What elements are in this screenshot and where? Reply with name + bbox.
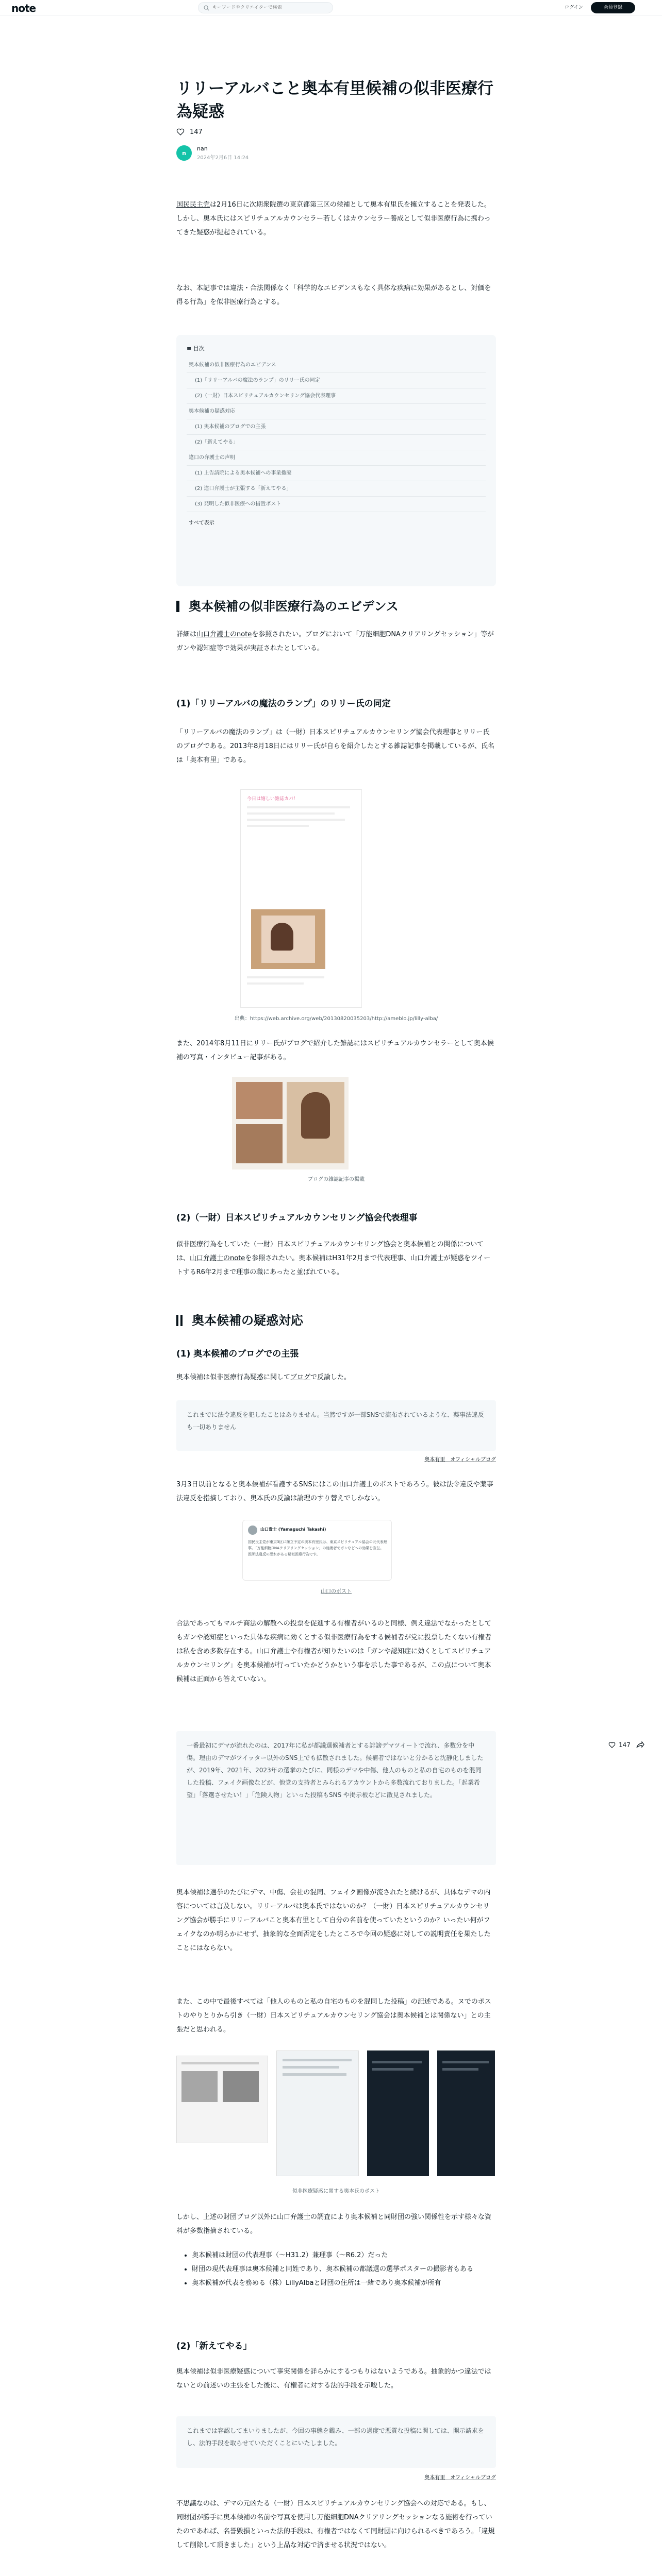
post-avatar (248, 1526, 257, 1535)
party-link[interactable]: 国民民主党 (176, 201, 210, 209)
paragraph: 3月3日以前となると奥本候補が看護するSNSにはこの山口弁護士のポストであろう。彼は法令違反や薬事法違反を指摘しており、奥本氏の反論は論理のすり替えでしかない。 (176, 1481, 493, 1502)
login-button[interactable]: ログイン (565, 5, 583, 10)
blockquote: 一番最初にデマが流れたのは、2017年に私が都議選候補者とする誹謗デマツイートで流れ、多数分を中傷。理由のデマがツイッター以外のSNS上でも拡散されました。候補者ではないと分かると沈静化しましたが、2019年、2021年、2023年の選挙のたびに、同様のデマや中傷、他人のものと私の自宅のものを混同した投稿、フェイク画像などが、他党の支持者とみられるアカウントから多数流れておりました。「起業希望」「落選させたい！」「危険人物」といった投稿もSNS や掲示板などに散見されました。 (176, 1731, 496, 1865)
toc-item[interactable]: (2)（一財）日本スピリチュアルカウンセリング協会代表理事 (187, 388, 486, 404)
bullet-list (185, 2248, 494, 2290)
list-item: • 奥本候補は財団の代表理事（〜H31.2）兼理事（〜R6.2）だった (192, 2248, 494, 2262)
paragraph: また、この中で最後すべては「他人のものと私の自宅のものを混同した投稿」の記述である。ヌでのポストのやりとりから引き（一財）日本スピリチュアルカウンセリング協会は奥本候補とは関係ない」との主張だと思われる。 (176, 1998, 491, 2033)
site-header (0, 0, 662, 15)
toc-item[interactable]: 奥本候補の疑惑対応 (187, 404, 486, 419)
lawyer-note-link[interactable]: 山口弁護士のnote (190, 1255, 245, 1262)
subsection-heading: (1)「リリーアルバの魔法のランプ」のリリー氏の同定 (176, 699, 391, 709)
paragraph: 奥本候補は似非医療行為疑惑に関してブログで反論した。 (176, 1374, 351, 1381)
post-author: 山口貴士 (Yamaguchi Takashi) (260, 1527, 326, 1532)
section-heading: 奥本候補の疑惑対応 (176, 1312, 496, 1329)
intro-paragraph-2: なお、本記事では違法・合法関係なく「科学的なエビデンスもなく具体な疾病に効果があるとし、対価を得る行為」を似非医療行為とする。 (176, 284, 491, 306)
embedded-post[interactable] (242, 1520, 392, 1581)
intro-text-1: は2月16日に次期衆院選の東京都第三区の候補として奥本有里氏を擁立することを発表した。しかし、奥本氏にはスピリチュアルカウンセラー若しくはカウンセラー養成として似非医療行為に携わってきた疑惑が提起されている。 (176, 201, 491, 236)
quote-source-link[interactable]: 奥本有里 オフィシャルブログ (424, 1457, 496, 1463)
blog-link[interactable]: ブログ (290, 1374, 311, 1381)
signup-button[interactable]: 会員登録 (591, 2, 635, 13)
floating-like-count: 147 (619, 1741, 631, 1749)
share-icon[interactable] (636, 1741, 644, 1749)
list-item: • 財団の現代表理事は奥本候補と同姓であり、奥本候補の都議選の選挙ポスターの撮影者もある (192, 2262, 494, 2276)
lawyer-note-link[interactable]: 山口弁護士のnote (196, 631, 252, 638)
toc-item[interactable]: (1)「リリーアルバの魔法のランプ」のリリー氏の同定 (187, 373, 486, 388)
blockquote: これまでは容認してまいりましたが、今回の事態を鑑み、一部の過度で悪質な投稿に関しては、開示請求をし、法的手段を取らせていただくことにいたしました。 (176, 2416, 496, 2468)
like-count: 147 (190, 128, 203, 136)
quote-source-link[interactable]: 奥本有里 オフィシャルブログ (424, 2475, 496, 2481)
section-intro: 詳細は山口弁護士のnoteを参照されたい。ブログにおいて「万能細胞DNAクリアリングセッション」等がガンや認知症等で効果が実証されたとしている。 (176, 631, 494, 652)
heart-icon[interactable] (176, 128, 185, 136)
heart-icon[interactable] (608, 1741, 616, 1749)
blog-screenshot (240, 789, 362, 1008)
paragraph: また、2014年8月11日にリリー氏がブログで紹介した雑誌にはスピリチュアルカウンセラーとして奥本候補の写真・インタビュー記事がある。 (176, 1040, 494, 1061)
section-heading: 奥本候補の似非医療行為のエビデンス (176, 598, 496, 615)
search-icon (204, 5, 209, 11)
toc-item[interactable]: (2) 違口弁護士が主張する「新えてやる」 (187, 481, 486, 497)
paragraph: 合法であってもマルチ商法の解散への投票を促進する有権者がいるのと同様、例え違法でなかったとしてもガンや認知症といった具体な疾病に効くとする似非医療行為をする候補者が党に投票したくない有権者は私を含め多数存在する。山口弁護士や有権者が知りたいのは「ガンや認知症に効くとしてスピリチュアルカウンセリング」を奥本候補が行っていたかどうかという事を示した事であるが、この点について奥本候補は正面から答えていない。 (176, 1620, 492, 1683)
subsection-heading: (2)「新えてやる」 (176, 2341, 252, 2351)
paragraph: 「リリーアルバの魔法のランプ」は（一財）日本スピリチュアルカウンセリング協会代表理事とリリー氏のブログである。2013年8月18日にはリリー氏が自らを紹介したとする雑誌記事を掲載しているが、氏名は「奥本有里」である。 (176, 728, 494, 764)
floating-like[interactable] (608, 1741, 631, 1749)
paragraph: 不思議なのは、デマの元凶たる（一財）日本スピリチュアルカウンセリング協会への対応である。もし、同財団が勝手に奥本候補の名前や写真を使用し万能細胞DNAクリアリングセッションなる施術を行っていたのであれば、名誉毀損といった法的手段は、有権者ではなくて同財団に向けられるべきであろう。「違規して削除して頂きました」という上品な対応で済ませる状況ではない。 (176, 2500, 495, 2549)
paragraph: 奥本候補は似非医療疑惑について事実関係を詳らかにするつもりはないようである。抽象的かつ違法ではないとの前述いの主張をした後に、有権者に対する法的手段を示唆した。 (176, 2368, 491, 2389)
paragraph: 奥本候補は選挙のたびにデマ、中傷、会社の混同、フェイク画像が流されたと続けるが、具体なデマの内容については言及しない。リリーアルバは奥本氏ではないのか？（一財）日本スピリチュアルカウンセリング協会が勝手にリリーアルバこと奥本有里として自分の名前を使っていたというのか？いったい何がフェイクなのか明らかにせず、抽象的な全面否定をしたところで今回の疑惑に対しての説明責任を果たしたことにはならない。 (176, 1889, 491, 1952)
toc-item[interactable]: 奥本候補の似非医療行為のエビデンス (187, 358, 486, 373)
magazine-image (232, 1077, 349, 1170)
table-of-contents (176, 335, 496, 586)
author-block[interactable] (176, 145, 249, 161)
image-caption[interactable]: 山口のポスト (321, 1589, 352, 1595)
toc-heading: ≡ 目次 (187, 345, 205, 352)
avatar[interactable]: n (176, 145, 192, 161)
like-area[interactable] (176, 128, 203, 136)
post-screenshots (176, 2050, 496, 2180)
intro-paragraph (176, 198, 496, 240)
post-text: 国民民主党が東京3区に擁立予定の奥本有里氏は、東京スピリチュアル協会の元代表理事。「万能細胞DNAクリアリングセッション」の施術者でガンなどへの効果を宣伝。医師法違反の恐れがある疑似医療行為です。 (248, 1540, 387, 1556)
subsection-heading: (2)（一財）日本スピリチュアルカウンセリング協会代表理事 (176, 1213, 418, 1223)
image-caption[interactable]: 出典：https://web.archive.org/web/20130820035203/http://ameblo.jp/lilly-alba/ (234, 1016, 438, 1022)
publish-date: 2024年2月6日 14:24 (197, 155, 249, 161)
search-bar[interactable] (198, 2, 333, 13)
paragraph: しかし、上述の財団ブログ以外に山口弁護士の調査により奥本候補と同財団の強い関係性を示す様々な資料が多数指摘されている。 (176, 2213, 492, 2235)
article-title: リリーアルバこと奥本有里候補の似非医療行為疑惑 (176, 79, 494, 121)
toc-item[interactable]: (2)「新えてやる」 (187, 435, 486, 450)
toc-item[interactable]: 違口の弁護士の声明 (187, 450, 486, 466)
toc-item[interactable]: (3) 発明した似非医療への措置ポスト (187, 497, 486, 512)
image-caption: 似非医療疑惑に関する奥本氏のポスト (292, 2189, 380, 2194)
paragraph: 似非医療行為をしていた（一財）日本スピリチュアルカウンセリング協会と奥本候補との関係については、山口弁護士のnoteを参照されたい。奥本候補はH31年2月まで代表理事、山口弁護士が疑惑をツイートするR6年2月まで理事の職にあったと並ばれている。 (176, 1241, 491, 1276)
author-name[interactable]: nan (197, 145, 208, 152)
subsection-heading: (1) 奥本候補のブログでの主張 (176, 1349, 299, 1359)
search-input[interactable] (212, 5, 326, 10)
blog-post-title: 今日は嬉しい雑誌カバ！ (247, 796, 299, 802)
image-caption: ブログの雑誌記事の掲載 (308, 1177, 365, 1182)
list-item: • 奥本候補が代表を務める（株）LillyAlbaと財団の住所は一緒であり奥本候補が所有 (192, 2276, 494, 2290)
toc-item[interactable]: (1) 上告請院による奥本候補への事業撤廃 (187, 466, 486, 481)
blockquote: これまでに法令違反を犯したことはありません。当然ですが一部SNSで流布されているような、薬事法違反も一切ありません (176, 1400, 496, 1451)
note-logo[interactable]: note (11, 2, 36, 14)
toc-show-all[interactable]: すべて表示 (189, 520, 214, 526)
toc-item[interactable]: (1) 奥本候補のブログでの主張 (187, 419, 486, 435)
